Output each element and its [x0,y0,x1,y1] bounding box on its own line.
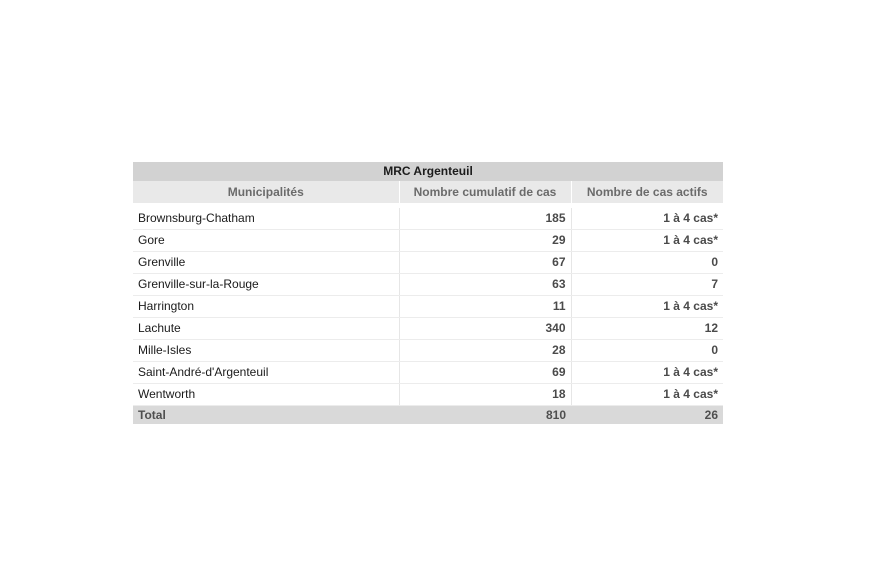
municipality-cell: Saint-André-d'Argenteuil [133,362,399,384]
total-cumulative: 810 [399,406,571,425]
municipality-cell: Harrington [133,296,399,318]
cumulative-cell: 28 [399,340,571,362]
active-cell: 1 à 4 cas* [571,296,723,318]
municipality-cell: Mille-Isles [133,340,399,362]
table-title-row [133,162,723,181]
header-cumulative-cases: Nombre cumulatif de cas [399,181,571,203]
table-row [133,384,723,406]
active-cell: 1 à 4 cas* [571,362,723,384]
municipality-cell: Grenville [133,252,399,274]
table-row [133,362,723,384]
active-cell: 1 à 4 cas* [571,208,723,230]
municipality-cell: Grenville-sur-la-Rouge [133,274,399,296]
header-active-cases: Nombre de cas actifs [571,181,723,203]
total-row [133,406,723,425]
municipality-cell: Gore [133,230,399,252]
cumulative-cell: 69 [399,362,571,384]
cumulative-cell: 67 [399,252,571,274]
cumulative-cell: 29 [399,230,571,252]
municipality-cell: Wentworth [133,384,399,406]
cumulative-cell: 340 [399,318,571,340]
active-cell: 12 [571,318,723,340]
table-row [133,230,723,252]
municipality-cell: Brownsburg-Chatham [133,208,399,230]
table-title: MRC Argenteuil [133,162,723,181]
cumulative-cell: 11 [399,296,571,318]
cumulative-cell: 18 [399,384,571,406]
header-municipalities: Municipalités [133,181,399,203]
table-row [133,296,723,318]
active-cell: 1 à 4 cas* [571,230,723,252]
cumulative-cell: 63 [399,274,571,296]
total-label: Total [133,406,399,425]
table-row [133,208,723,230]
table-row [133,274,723,296]
municipality-cell: Lachute [133,318,399,340]
table-row [133,318,723,340]
active-cell: 7 [571,274,723,296]
total-active: 26 [571,406,723,425]
table-header-row [133,181,723,203]
mrc-cases-table [133,162,723,424]
active-cell: 0 [571,340,723,362]
active-cell: 1 à 4 cas* [571,384,723,406]
table-row [133,340,723,362]
active-cell: 0 [571,252,723,274]
cumulative-cell: 185 [399,208,571,230]
table-row [133,252,723,274]
